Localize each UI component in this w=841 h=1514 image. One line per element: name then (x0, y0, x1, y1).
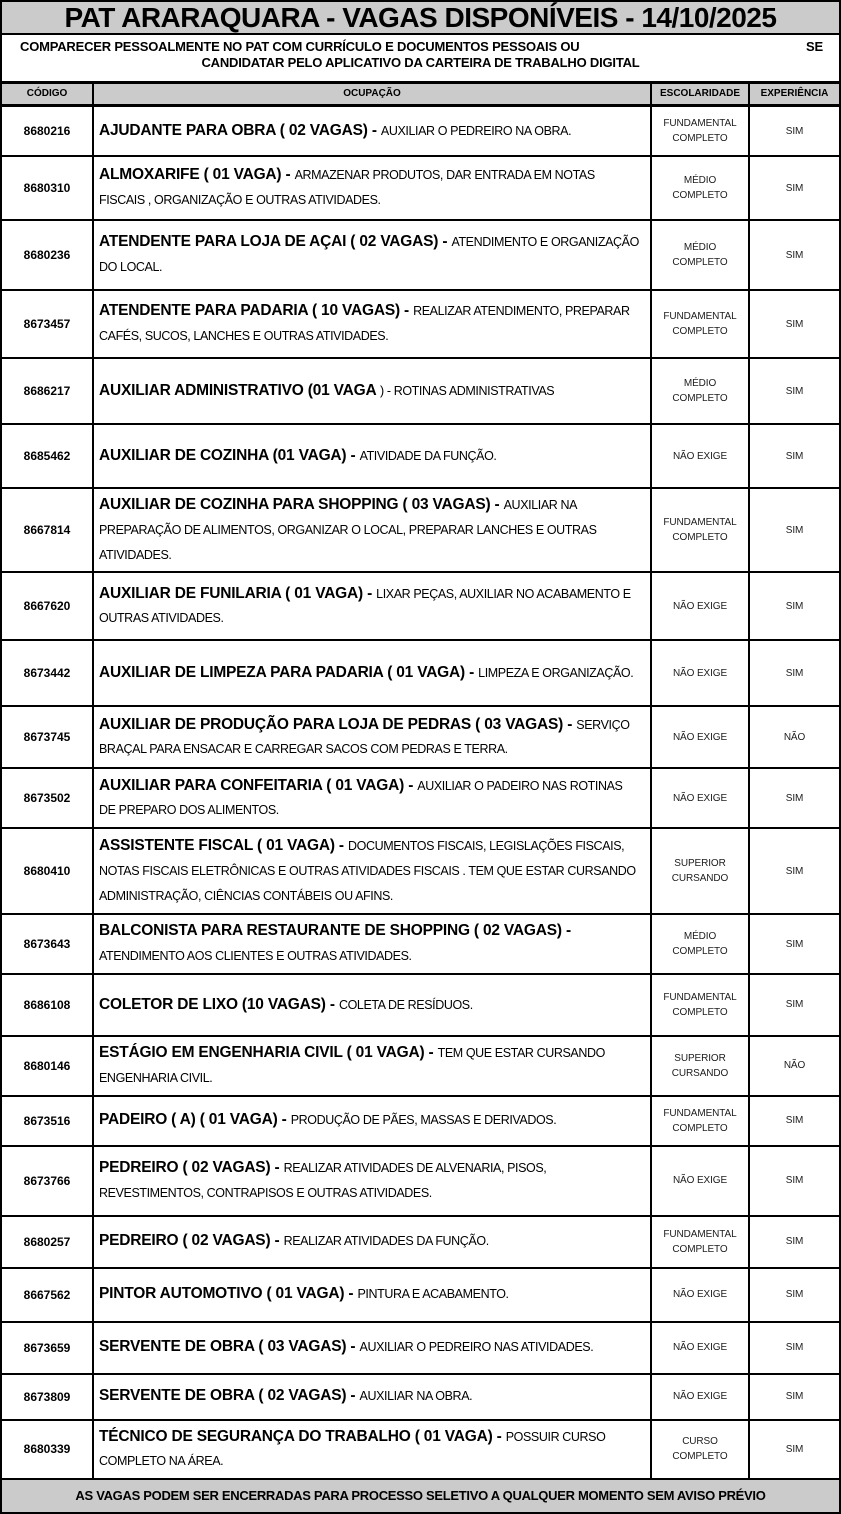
job-occupation-cell (92, 157, 650, 219)
job-education: FUNDAMENTAL COMPLETO (650, 107, 748, 155)
job-education: FUNDAMENTAL COMPLETO (650, 1217, 748, 1267)
job-occupation-cell (92, 641, 650, 705)
table-row (2, 489, 839, 573)
job-title: PADEIRO ( A) ( 01 VAGA) - (99, 1111, 291, 1129)
job-description: ATENDIMENTO AOS CLIENTES E OUTRAS ATIVIDADES. (99, 949, 412, 964)
table-row (2, 975, 839, 1037)
job-occupation-text (99, 1156, 642, 1206)
job-title: ASSISTENTE FISCAL ( 01 VAGA) - (99, 837, 349, 855)
table-row (2, 915, 839, 975)
job-description: ARMAZENAR PRODUTOS, DAR ENTRADA EM NOTAS FISCAIS , ORGANIZAÇÃO E OUTRAS ATIVIDADES. (99, 168, 595, 207)
job-occupation-cell (92, 1037, 650, 1095)
job-title: AUXILIAR DE FUNILARIA ( 01 VAGA) - (99, 584, 377, 602)
job-description: AUXILIAR O PEDREIRO NA OBRA. (380, 123, 572, 138)
job-experience: SIM (748, 107, 839, 155)
job-title: ALMOXARIFE ( 01 VAGA) - (99, 166, 295, 184)
job-occupation-text (99, 1282, 509, 1307)
table-row (2, 1421, 839, 1481)
job-occupation-text (99, 834, 642, 908)
job-code: 8667620 (23, 599, 71, 614)
job-occupation-text (99, 379, 554, 404)
job-education: MÉDIO COMPLETO (650, 221, 748, 289)
job-education: FUNDAMENTAL COMPLETO (650, 291, 748, 357)
table-row (2, 1097, 839, 1147)
column-header-codigo: CÓDIGO (26, 88, 68, 99)
job-description: LIMPEZA E ORGANIZAÇÃO. (478, 665, 634, 680)
job-occupation-cell (92, 291, 650, 357)
job-description: AUXILIAR NA OBRA. (359, 1389, 473, 1404)
job-experience: SIM (748, 573, 839, 639)
job-occupation-text (99, 919, 642, 969)
job-code: 8680216 (23, 124, 71, 138)
table-row (2, 641, 839, 707)
job-description: REALIZAR ATENDIMENTO, PREPARAR CAFÉS, SUCOS, LANCHES E OUTRAS ATIVIDADES. (99, 304, 630, 343)
job-occupation-text (99, 993, 473, 1018)
table-row (2, 157, 839, 221)
job-occupation-text (99, 661, 633, 686)
job-code: 8680339 (23, 1442, 71, 1457)
job-title: AUXILIAR PARA CONFEITARIA ( 01 VAGA) - (99, 776, 418, 794)
column-header-escolaridade: ESCOLARIDADE (650, 84, 748, 104)
job-occupation-text (99, 1108, 556, 1133)
job-code: 8673442 (23, 666, 71, 681)
job-description: LIXAR PEÇAS, AUXILIAR NO ACABAMENTO E OUTRAS ATIVIDADES. (99, 586, 631, 626)
job-occupation-text (99, 299, 642, 349)
job-title: SERVENTE DE OBRA ( 03 VAGAS) - (99, 1338, 360, 1356)
table-row (2, 1269, 839, 1323)
table-row (2, 829, 839, 915)
job-education: FUNDAMENTAL COMPLETO (650, 975, 748, 1035)
job-experience: SIM (748, 1421, 839, 1479)
job-title: ESTÁGIO EM ENGENHARIA CIVIL ( 01 VAGA) - (99, 1043, 438, 1061)
job-code: 8680410 (23, 864, 71, 879)
job-description: DOCUMENTOS FISCAIS, LEGISLAÇÕES FISCAIS, NOTAS FISCAIS ELETRÔNICAS E OUTRAS ATIVIDADES FISCAIS . TEM QUE ESTAR CURSANDO ADMINISTRAÇÃO, CIÊNCIAS CONTÁBEIS OU AFINS. (99, 839, 636, 903)
job-description: AUXILIAR O PEDREIRO NAS ATIVIDADES. (359, 1340, 594, 1355)
job-description: AUXILIAR O PADEIRO NAS ROTINAS DE PREPARO DOS ALIMENTOS. (99, 778, 623, 818)
job-occupation-cell (92, 107, 650, 155)
job-code: 8673516 (23, 1113, 71, 1128)
job-education: MÉDIO COMPLETO (650, 915, 748, 973)
job-code: 8680310 (23, 181, 71, 195)
job-description: ATENDIMENTO E ORGANIZAÇÃO DO LOCAL. (99, 235, 639, 274)
job-occupation-text (99, 1384, 472, 1409)
job-education: FUNDAMENTAL COMPLETO (650, 489, 748, 571)
table-row (2, 1375, 839, 1421)
job-education: NÃO EXIGE (650, 1147, 748, 1215)
job-code: 8686217 (23, 384, 71, 398)
job-title: AUXILIAR DE COZINHA PARA SHOPPING ( 03 VAGAS) - (99, 496, 504, 513)
job-description: ) - ROTINAS ADMINISTRATIVAS (380, 383, 555, 398)
table-row (2, 769, 839, 829)
job-code: 8673766 (23, 1173, 71, 1188)
job-occupation-cell (92, 1147, 650, 1215)
job-code: 8673502 (23, 791, 71, 806)
job-title: PEDREIRO ( 02 VAGAS) - (99, 1158, 284, 1176)
job-description: REALIZAR ATIVIDADES DE ALVENARIA, PISOS, REVESTIMENTOS, CONTRAPISOS E OUTRAS ATIVIDADES. (99, 1160, 547, 1200)
job-occupation-cell (92, 1323, 650, 1373)
job-occupation-text (99, 582, 642, 632)
job-title: BALCONISTA PARA RESTAURANTE DE SHOPPING ( 02 VAGAS) - (99, 922, 571, 940)
job-experience: SIM (748, 489, 839, 571)
table-row (2, 1217, 839, 1269)
job-title: AUXILIAR ADMINISTRATIVO (01 VAGA (99, 381, 381, 399)
job-occupation-cell (92, 975, 650, 1035)
job-education: NÃO EXIGE (650, 425, 748, 487)
job-experience: SIM (748, 157, 839, 219)
job-description: AUXILIAR NA PREPARAÇÃO DE ALIMENTOS, ORGANIZAR O LOCAL, PREPARAR LANCHES E OUTRAS ATIVIDADES. (99, 498, 597, 562)
job-title: COLETOR DE LIXO (10 VAGAS) - (99, 995, 339, 1013)
job-occupation-text (99, 163, 642, 213)
job-experience: SIM (748, 1097, 839, 1145)
table-row (2, 1037, 839, 1097)
job-experience: SIM (748, 915, 839, 973)
notice-line-1-right-text: SE (806, 39, 823, 54)
column-header-ocupacao: OCUPAÇÃO (92, 84, 650, 104)
job-title: AUXILIAR DE PRODUÇÃO PARA LOJA DE PEDRAS ( 03 VAGAS) - (99, 715, 577, 733)
job-occupation-text (99, 119, 571, 144)
job-occupation-text (99, 230, 642, 280)
job-occupation-cell (92, 915, 650, 973)
job-code: 8673809 (23, 1389, 71, 1404)
notice-line-1 (2, 39, 839, 54)
job-occupation-text (99, 444, 497, 469)
job-title: TÉCNICO DE SEGURANÇA DO TRABALHO ( 01 VAGA) - (99, 1427, 506, 1445)
job-experience: SIM (748, 975, 839, 1035)
job-education: CURSO COMPLETO (650, 1421, 748, 1479)
job-education: NÃO EXIGE (650, 1323, 748, 1373)
job-description: PINTURA E ACABAMENTO. (357, 1287, 509, 1302)
job-occupation-text (99, 493, 642, 567)
job-occupation-cell (92, 769, 650, 827)
job-title: PEDREIRO ( 02 VAGAS) - (99, 1232, 284, 1250)
footer-notice: AS VAGAS PODEM SER ENCERRADAS PARA PROCESSO SELETIVO A QUALQUER MOMENTO SEM AVISO PRÉVIO (2, 1480, 839, 1512)
job-title: AUXILIAR DE COZINHA (01 VAGA) - (99, 446, 360, 464)
vacancy-rows (2, 107, 839, 1480)
job-title: SERVENTE DE OBRA ( 02 VAGAS) - (99, 1387, 360, 1405)
job-title: ATENDENTE PARA LOJA DE AÇAI ( 02 VAGAS) - (99, 233, 452, 251)
job-experience: SIM (748, 1323, 839, 1373)
job-occupation-cell (92, 359, 650, 423)
column-header-experiencia: EXPERIÊNCIA (748, 84, 839, 104)
job-experience: SIM (748, 359, 839, 423)
job-experience: NÃO (748, 1037, 839, 1095)
job-education: FUNDAMENTAL COMPLETO (650, 1097, 748, 1145)
job-occupation-cell (92, 1097, 650, 1145)
job-occupation-text (99, 1229, 489, 1254)
job-occupation-cell (92, 1375, 650, 1419)
job-occupation-text (99, 1425, 642, 1475)
job-experience: SIM (748, 1147, 839, 1215)
job-occupation-text (99, 1335, 593, 1360)
job-code: 8685462 (23, 449, 71, 463)
job-occupation-cell (92, 221, 650, 289)
job-education: SUPERIOR CURSANDO (650, 829, 748, 913)
job-education: NÃO EXIGE (650, 707, 748, 767)
table-row (2, 107, 839, 157)
job-code: 8673643 (23, 937, 71, 952)
job-education: NÃO EXIGE (650, 1375, 748, 1419)
job-description: TEM QUE ESTAR CURSANDO ENGENHARIA CIVIL. (99, 1045, 605, 1085)
table-row (2, 425, 839, 489)
job-code: 8667562 (23, 1287, 71, 1302)
job-occupation-cell (92, 489, 650, 571)
job-occupation-text (99, 713, 642, 763)
job-education: SUPERIOR CURSANDO (650, 1037, 748, 1095)
job-occupation-cell (92, 425, 650, 487)
job-description: POSSUIR CURSO COMPLETO NA ÁREA. (99, 1429, 606, 1469)
job-code: 8673659 (23, 1340, 71, 1355)
job-experience: SIM (748, 1217, 839, 1267)
job-education: MÉDIO COMPLETO (650, 359, 748, 423)
job-experience: SIM (748, 291, 839, 357)
table-row (2, 1147, 839, 1217)
job-code: 8673745 (23, 730, 71, 745)
job-title: PINTOR AUTOMOTIVO ( 01 VAGA) - (99, 1285, 358, 1303)
job-title: AUXILIAR DE LIMPEZA PARA PADARIA ( 01 VAGA) - (99, 663, 479, 681)
table-row (2, 1323, 839, 1375)
job-education: NÃO EXIGE (650, 573, 748, 639)
job-education: NÃO EXIGE (650, 769, 748, 827)
job-code: 8686108 (23, 997, 71, 1012)
column-header-row (2, 84, 839, 107)
job-education: MÉDIO COMPLETO (650, 157, 748, 219)
job-experience: SIM (748, 829, 839, 913)
job-experience: NÃO (748, 707, 839, 767)
job-title: ATENDENTE PARA PADARIA ( 10 VAGAS) - (99, 302, 414, 320)
job-title: AJUDANTE PARA OBRA ( 02 VAGAS) - (99, 121, 381, 139)
job-occupation-text (99, 774, 642, 824)
job-code: 8680236 (23, 248, 71, 262)
job-description: REALIZAR ATIVIDADES DA FUNÇÃO. (283, 1234, 489, 1249)
job-education: NÃO EXIGE (650, 641, 748, 705)
table-row (2, 291, 839, 359)
job-code: 8680146 (23, 1058, 71, 1073)
job-experience: SIM (748, 425, 839, 487)
job-occupation-cell (92, 1269, 650, 1321)
table-row (2, 707, 839, 769)
job-occupation-cell (92, 573, 650, 639)
job-experience: SIM (748, 769, 839, 827)
job-education: NÃO EXIGE (650, 1269, 748, 1321)
job-description: COLETA DE RESÍDUOS. (338, 997, 473, 1012)
job-description: ATIVIDADE DA FUNÇÃO. (359, 448, 497, 463)
job-code: 8673457 (23, 317, 71, 331)
job-experience: SIM (748, 1269, 839, 1321)
notice-block (2, 35, 839, 84)
job-code: 8680257 (23, 1234, 71, 1249)
table-row (2, 573, 839, 641)
page-title: PAT ARARAQUARA - VAGAS DISPONÍVEIS - 14/10/2025 (2, 2, 839, 35)
job-description: SERVIÇO BRAÇAL PARA ENSACAR E CARREGAR SACOS COM PEDRAS E TERRA. (99, 717, 630, 757)
job-experience: SIM (748, 221, 839, 289)
job-occupation-cell (92, 1217, 650, 1267)
table-row (2, 221, 839, 291)
job-experience: SIM (748, 641, 839, 705)
job-occupation-cell (92, 829, 650, 913)
job-code: 8667814 (23, 523, 71, 538)
table-row (2, 359, 839, 425)
job-description: PRODUÇÃO DE PÃES, MASSAS E DERIVADOS. (290, 1113, 557, 1128)
job-occupation-cell (92, 1421, 650, 1479)
notice-line-2: CANDIDATAR PELO APLICATIVO DA CARTEIRA DE TRABALHO DIGITAL (201, 55, 640, 70)
job-experience: SIM (748, 1375, 839, 1419)
notice-line-1-text: COMPARECER PESSOALMENTE NO PAT COM CURRÍCULO E DOCUMENTOS PESSOAIS OU (20, 39, 580, 54)
job-occupation-cell (92, 707, 650, 767)
job-occupation-text (99, 1041, 642, 1091)
